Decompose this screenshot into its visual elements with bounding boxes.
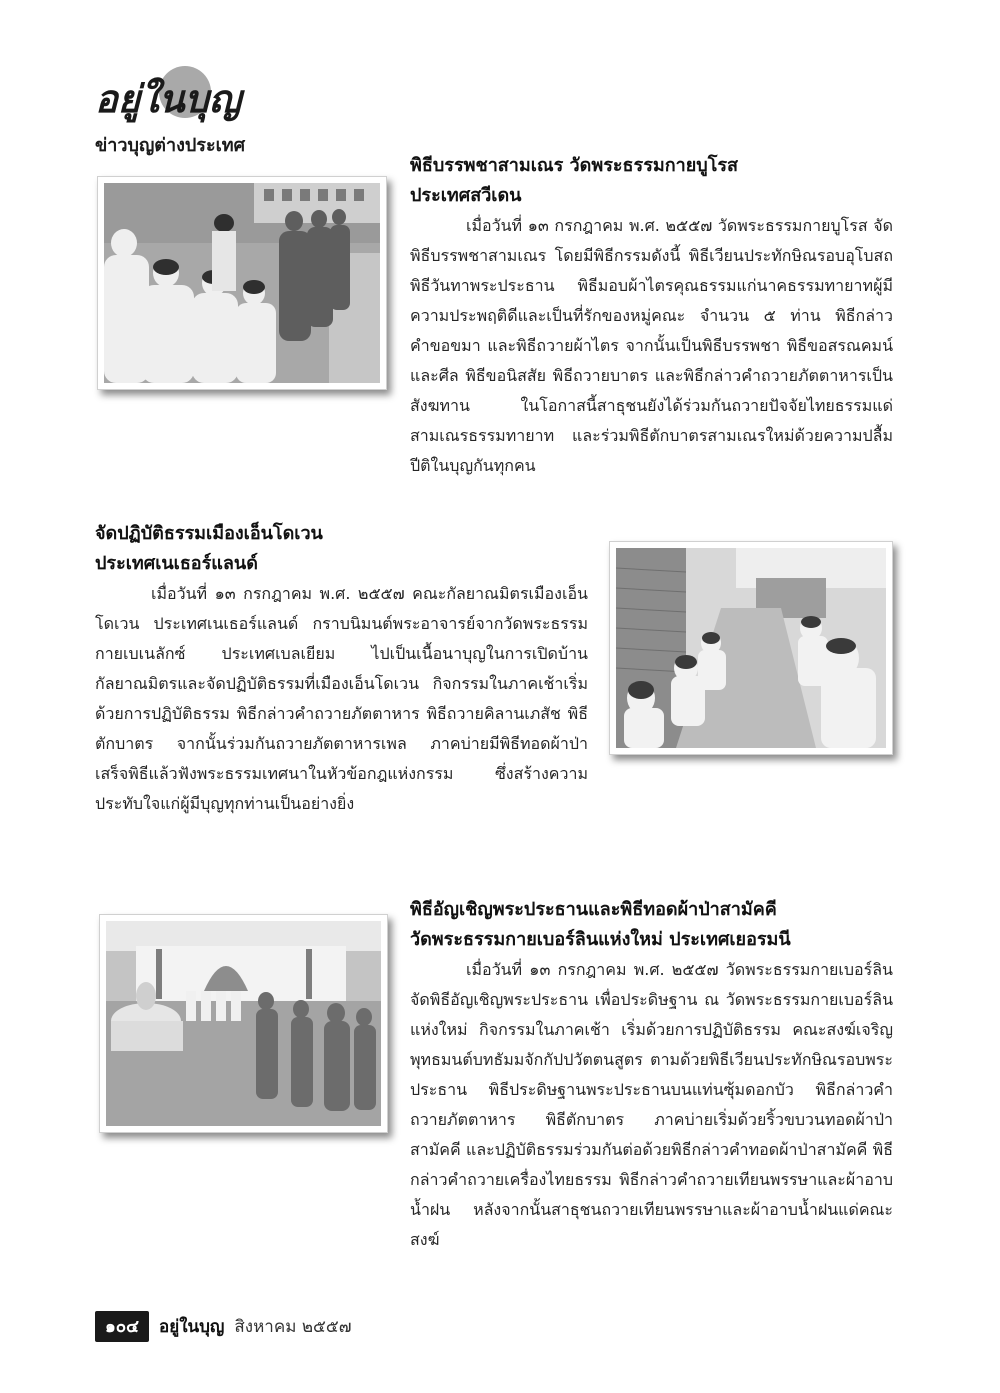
article-title [410, 151, 893, 211]
magazine-logo [95, 62, 245, 124]
article-body: เมื่อวันที่ ๑๓ กรกฎาคม พ.ศ. ๒๕๕๗ วัดพระธรรมกายเบอร์ลินจัดพิธีอัญเชิญพระประธาน เพื่อประดิษฐาน ณ วัดพระธรรมกายเบอร์ลินแห่งใหม่ กิจกรรมในภาคเช้า เริ่มด้วยการปฏิบัติธรรม คณะสงฆ์เจริญพุทธมนต์บทธัมมจักกัปปวัตตนสูตร ตามด้วยพิธีเวียนประทักษิณรอบพระประธาน พิธีประดิษฐานพระประธานบนแท่นซุ้มดอกบัว พิธีกล่าวคำถวายภัตตาหาร พิธีตักบาตร ภาคบ่ายเริ่มด้วยริ้วขบวนทอดผ้าป่าสามัคคี และปฏิบัติธรรมร่วมกันต่อด้วยพิธีกล่าวคำทอดผ้าป่าสามัคคี พิธีกล่าวคำถวายเครื่องไทยธรรม พิธีกล่าวคำถวายเทียนพรรษาและผ้าอาบน้ำฝน หลังจากนั้นสาธุชนถวายเทียนพรรษาและผ้าอาบน้ำฝนแด่คณะสงฆ์ [410, 960, 893, 1249]
article-title [95, 519, 588, 579]
footer-magazine-name: อยู่ในบุญ [159, 1316, 225, 1337]
article-title-line1: จัดปฏิบัติธรรมเมืองเอ็นโดเวน [95, 523, 323, 544]
article-netherlands [95, 519, 588, 819]
footer-issue: สิงหาคม ๒๕๕๗ [234, 1316, 352, 1337]
article-title [410, 895, 893, 955]
page-number: ๑๐๔ [95, 1311, 149, 1342]
logo-text: อยู่ในบุญ [95, 76, 242, 121]
article-title-line2: ประเทศสวีเดน [410, 185, 522, 206]
photo-eindhoven-retreat [609, 541, 893, 755]
section-label: ข่าวบุญต่างประเทศ [95, 135, 246, 156]
photo-berlin-procession [99, 914, 388, 1133]
article-title-line1: พิธีบรรพชาสามเณร วัดพระธรรมกายบูโรส [410, 155, 739, 176]
page-footer [95, 1312, 352, 1340]
article-berlin [410, 895, 893, 1255]
article-title-line1: พิธีอัญเชิญพระประธานและพิธีทอดผ้าป่าสามัคคี [410, 899, 777, 920]
article-body: เมื่อวันที่ ๑๓ กรกฎาคม พ.ศ. ๒๕๕๗ คณะกัลยาณมิตรเมืองเอ็นโดเวน ประเทศเนเธอร์แลนด์ กราบนิมนต์พระอาจารย์จากวัดพระธรรมกายเบเนลักซ์ ประเทศเบลเยียม ไปเป็นเนื้อนาบุญในการเปิดบ้านกัลยาณมิตรและจัดปฏิบัติธรรมที่เมืองเอ็นโดเวน กิจกรรมในภาคเช้าเริ่มด้วยการปฏิบัติธรรม พิธีกล่าวคำถวายภัตตาหาร พิธีถวายคิลานเภสัช พิธีตักบาตร จากนั้นร่วมกันถวายภัตตาหารเพล ภาคบ่ายมีพิธีทอดผ้าป่า เสร็จพิธีแล้วฟังพระธรรมเทศนาในหัวข้อกฎแห่งกรรม ซึ่งสร้างความประทับใจแก่ผู้มีบุญทุกท่านเป็นอย่างยิ่ง [95, 584, 588, 813]
article-body: เมื่อวันที่ ๑๓ กรกฎาคม พ.ศ. ๒๕๕๗ วัดพระธรรมกายบูโรส จัดพิธีบรรพชาสามเณร โดยมีพิธีกรรมดังนี้ พิธีเวียนประทักษิณรอบอุโบสถ พิธีวันทาพระประธาน พิธีมอบผ้าไตรคุณธรรมแก่นาคธรรมทายาทผู้มีความประพฤติดีและเป็นที่รักของหมู่คณะ จำนวน ๕ ท่าน พิธีกล่าวคำขอขมา และพิธีถวายผ้าไตร จากนั้นเป็นพิธีบรรพชา พิธีขอสรณคมน์และศีล พิธีขอนิสสัย พิธีถวายบาตร และพิธีกล่าวคำถวายภัตตาหารเป็นสังฆทาน ในโอกาสนี้สาธุชนยังได้ร่วมกันถวายปัจจัยไทยธรรมแด่สามเณรธรรมทายาท และร่วมพิธีตักบาตรสามเณรใหม่ด้วยความปลื้มปีติในบุญกันทุกคน [410, 216, 893, 475]
article-sweden [410, 151, 893, 481]
article-title-line2: วัดพระธรรมกายเบอร์ลินแห่งใหม่ ประเทศเยอรมนี [410, 929, 791, 950]
photo-sweden-ordination [97, 176, 387, 390]
article-title-line2: ประเทศเนเธอร์แลนด์ [95, 553, 258, 574]
